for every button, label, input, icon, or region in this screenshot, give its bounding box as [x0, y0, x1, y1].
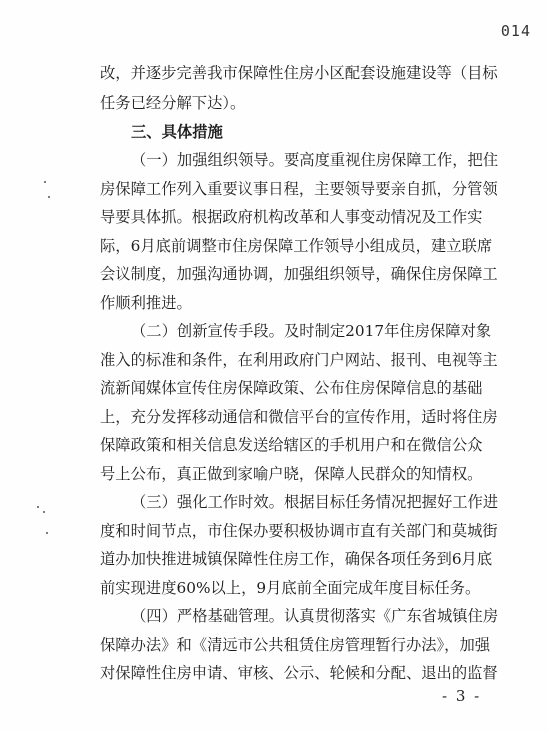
paragraph-4-line: （四）严格基础管理。认真贯彻落实《广东省城镇住房 — [131, 607, 499, 625]
paragraph-2-line: 号上公布，真正做到家喻户晓，保障人民群众的知情权。 — [100, 465, 483, 483]
paragraph-1-line: 作顺利推进。 — [100, 294, 192, 312]
body-line: 任务已经分解下达）。 — [100, 94, 246, 112]
paragraph-2-line: 准入的标准和条件，在利用政府门户网站、报刊、电视等主 — [100, 351, 498, 369]
paragraph-2-line: 流新闻媒体宣传住房保障政策、公布住房保障信息的基础 — [100, 379, 483, 397]
paragraph-4-line: 保障办法》和《清远市公共租赁住房管理暂行办法》，加强 — [100, 636, 491, 654]
scan-speck — [44, 181, 46, 183]
scan-speck — [37, 506, 39, 508]
scan-speck — [48, 196, 50, 198]
paragraph-1-line: 会议制度，加强沟通协调，加强组织领导，确保住房保障工 — [100, 265, 498, 283]
paragraph-2-line: 上，充分发挥移动通信和微信平台的宣传作用，适时将住房 — [100, 408, 498, 426]
scan-speck — [46, 532, 48, 534]
paragraph-3-line: 道办加快推进城镇保障性住房工作，确保各项任务到6月底 — [100, 550, 493, 568]
paragraph-4-line: 对保障性住房申请、审核、公示、轮候和分配、退出的监督 — [100, 664, 498, 682]
paragraph-3-line: 度和时间节点，市住保办要积极协调市直有关部门和莫城街 — [100, 522, 498, 540]
page-code: 014 — [500, 22, 531, 40]
paragraph-1-line: （一）加强组织领导。要高度重视住房保障工作，把住 — [131, 151, 499, 169]
paragraph-3-line: （三）强化工作时效。根据目标任务情况把握好工作进 — [131, 493, 499, 511]
paragraph-1-line: 房保障工作列入重要议事日程，主要领导要亲自抓，分管领 — [100, 180, 498, 198]
paragraph-3-line: 前实现进度60%以上，9月底前全面完成年度目标任务。 — [100, 579, 481, 597]
body-line: 改，并逐步完善我市保障性住房小区配套设施建设等（目标 — [100, 64, 498, 82]
page-number: - 3 - — [442, 687, 482, 705]
paragraph-1-line: 际，6月底前调整市住房保障工作领导小组成员，建立联席 — [100, 237, 493, 255]
paragraph-1-line: 导要具体抓。根据政府机构改革和人事变动情况及工作实 — [100, 208, 483, 226]
scan-speck — [43, 511, 45, 513]
section-heading: 三、具体措施 — [131, 123, 223, 141]
paragraph-2-line: 保障政策和相关信息发送给辖区的手机用户和在微信公众 — [100, 436, 483, 454]
paragraph-2-line: （二）创新宣传手段。及时制定2017年住房保障对象 — [131, 322, 492, 340]
